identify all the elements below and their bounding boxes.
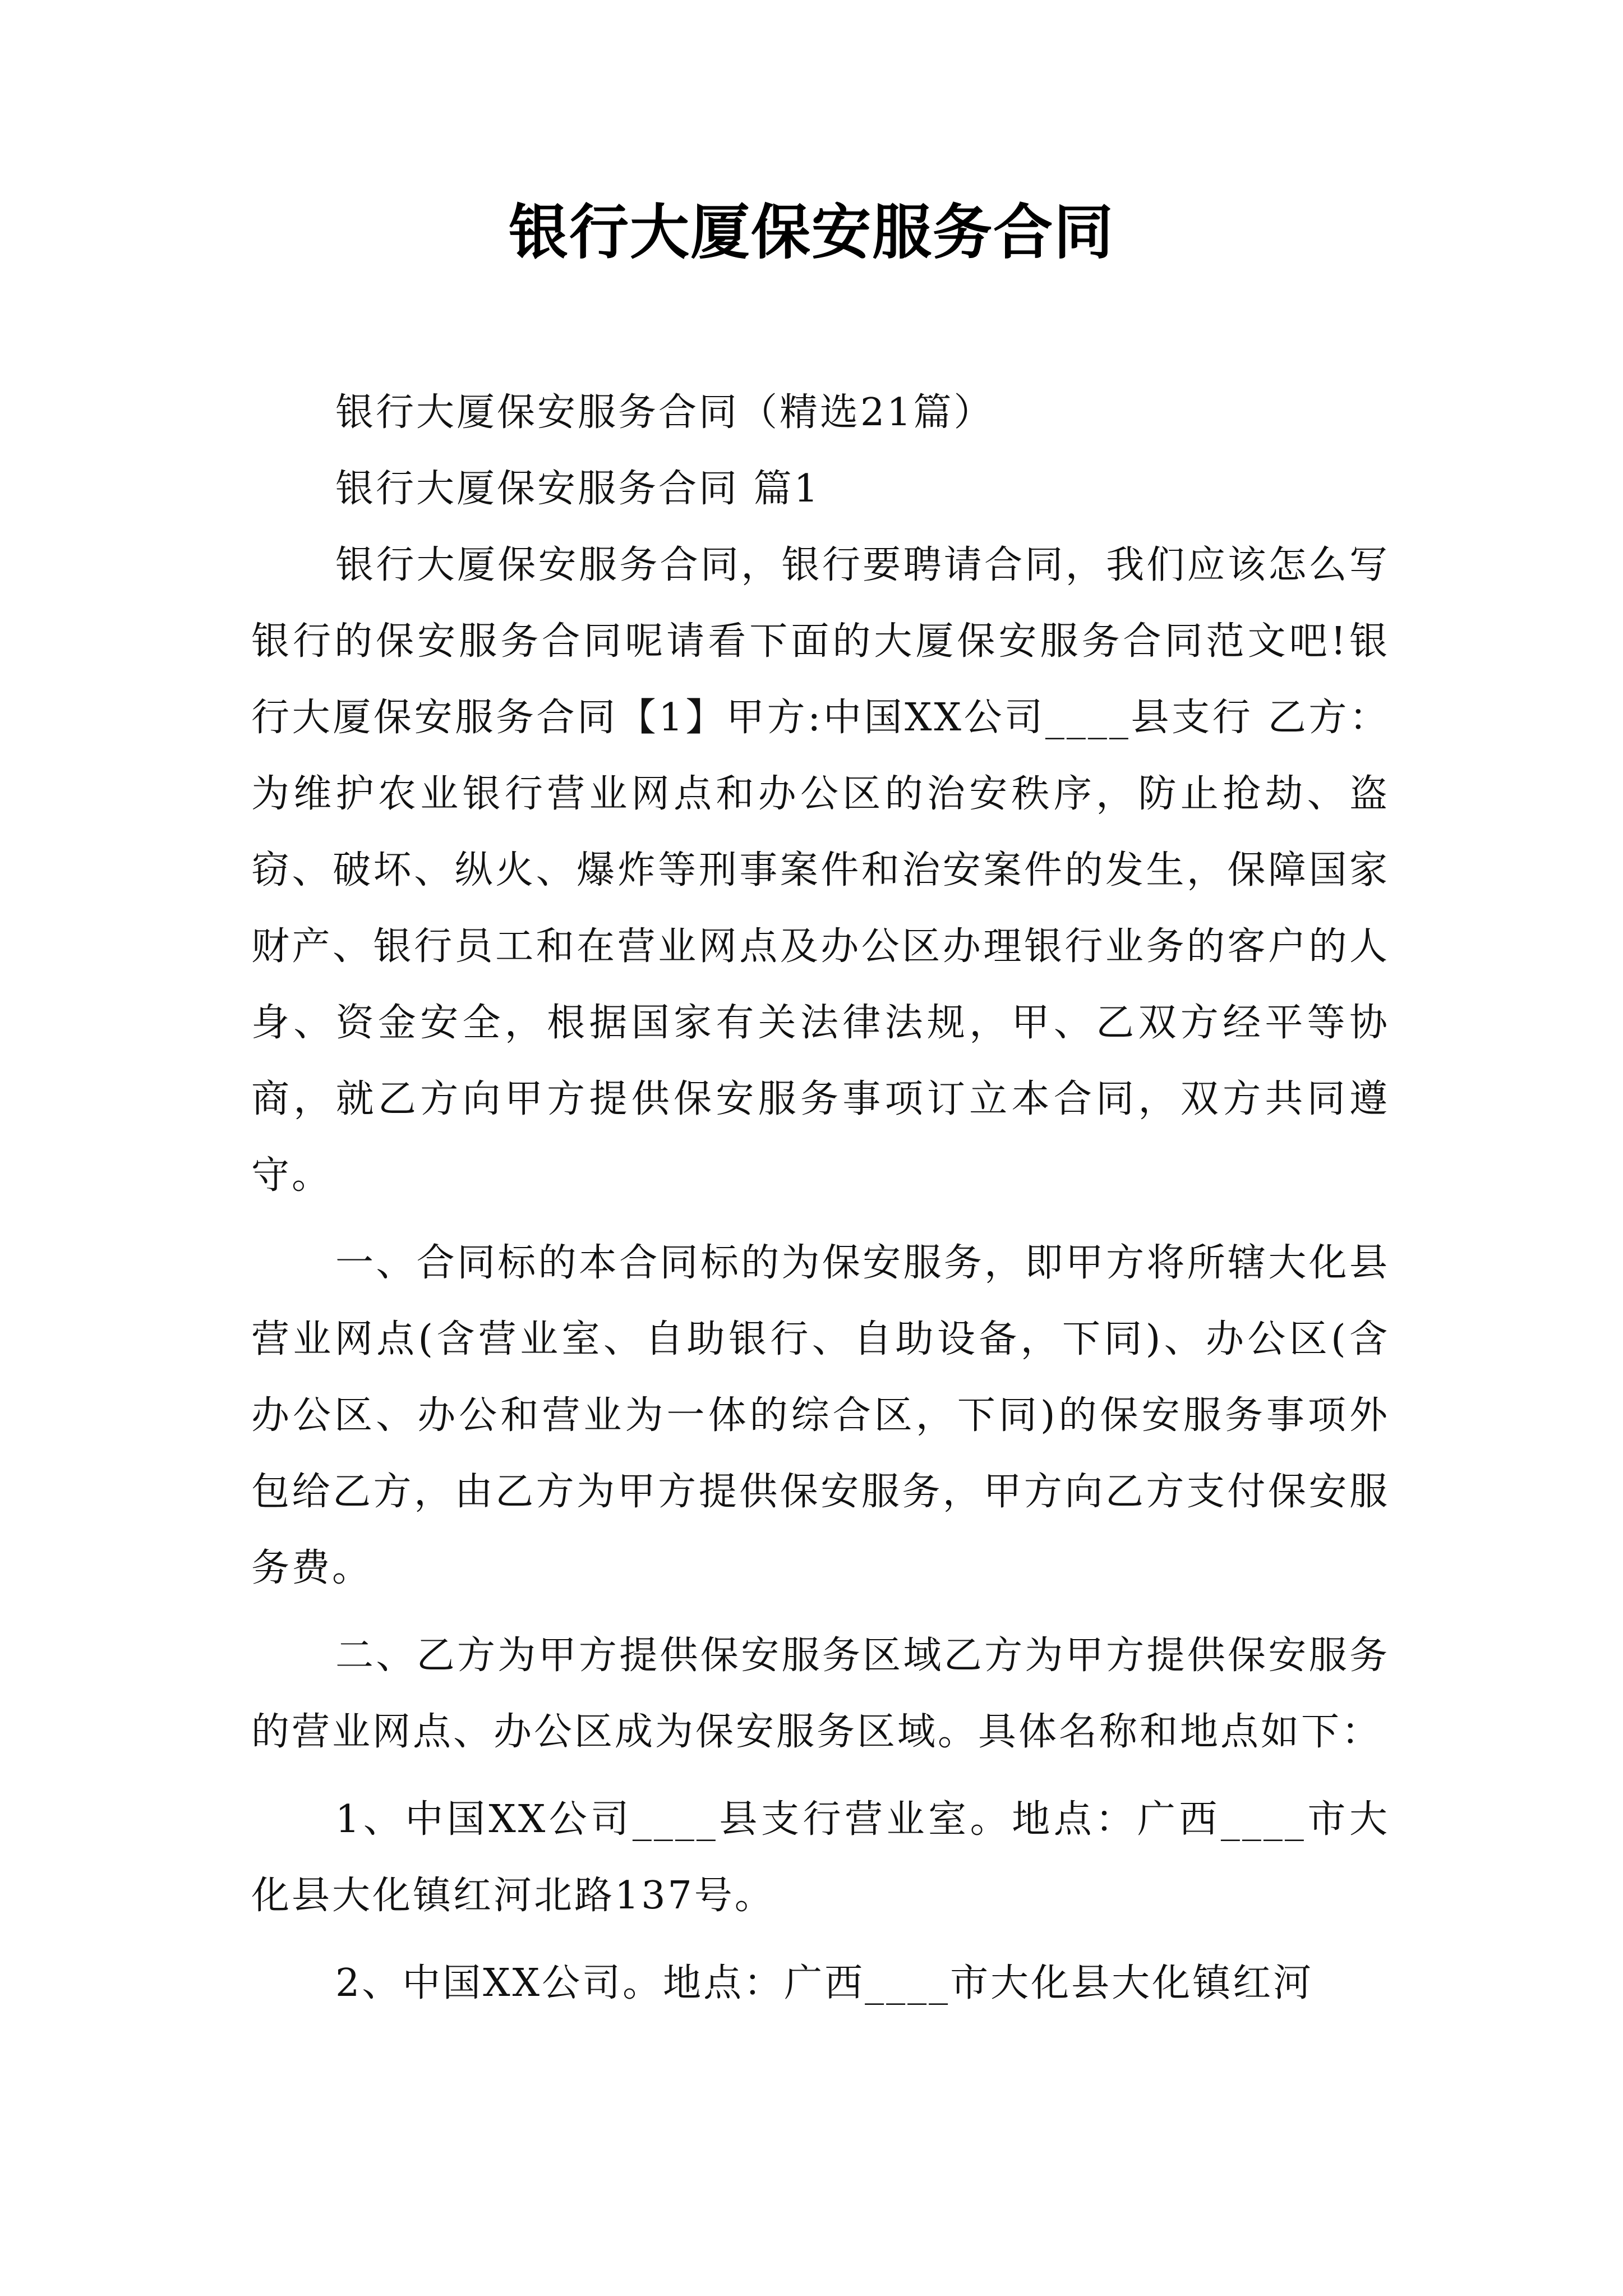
paragraph-subtitle: 银行大厦保安服务合同（精选21篇）: [335, 390, 994, 435]
document-title: 银行大厦保安服务合同: [509, 198, 1114, 267]
paragraph-intro: 银行大厦保安服务合同，银行要聘请合同，我们应该怎么写银行的保安服务合同呢请看下面的大厦保安服务合同范文吧!银行大厦保安服务合同【1】甲方:中国XX公司____县支行 乙方：为维护农业银行营业网点和办公区的治安秩序，防止抢劫、盗窃、破坏、纵火、爆炸等刑事案件和治安案件的发生，保障国家财产、银行员工和在营业网点及办公区办理银行业务的客户的人身、资金安全，根据国家有关法律法规，甲、乙双方经平等协商，就乙方向甲方提供保安服务事项订立本合同，双方共同遵守。: [251, 543, 1390, 1198]
paragraph-item-2: 2、中国XX公司。地点：广西____市大化县大化镇红河: [335, 1961, 1314, 2005]
paragraph-clause-2: 二、乙方为甲方提供保安服务区域乙方为甲方提供保安服务的营业网点、办公区成为保安服务区域。具体名称和地点如下：: [251, 1634, 1390, 1754]
paragraph-section-heading: 银行大厦保安服务合同 篇1: [335, 467, 820, 511]
paragraph-item-1: 1、中国XX公司____县支行营业室。地点：广西____市大化县大化镇红河北路137号。: [251, 1797, 1390, 1918]
paragraph-clause-1: 一、合同标的本合同标的为保安服务，即甲方将所辖大化县营业网点(含营业室、自助银行、自助设备，下同)、办公区(含办公区、办公和营业为一体的综合区，下同)的保安服务事项外包给乙方，由乙方为甲方提供保安服务，甲方向乙方支付保安服务费。: [251, 1241, 1390, 1590]
document-body: [251, 375, 1390, 2022]
